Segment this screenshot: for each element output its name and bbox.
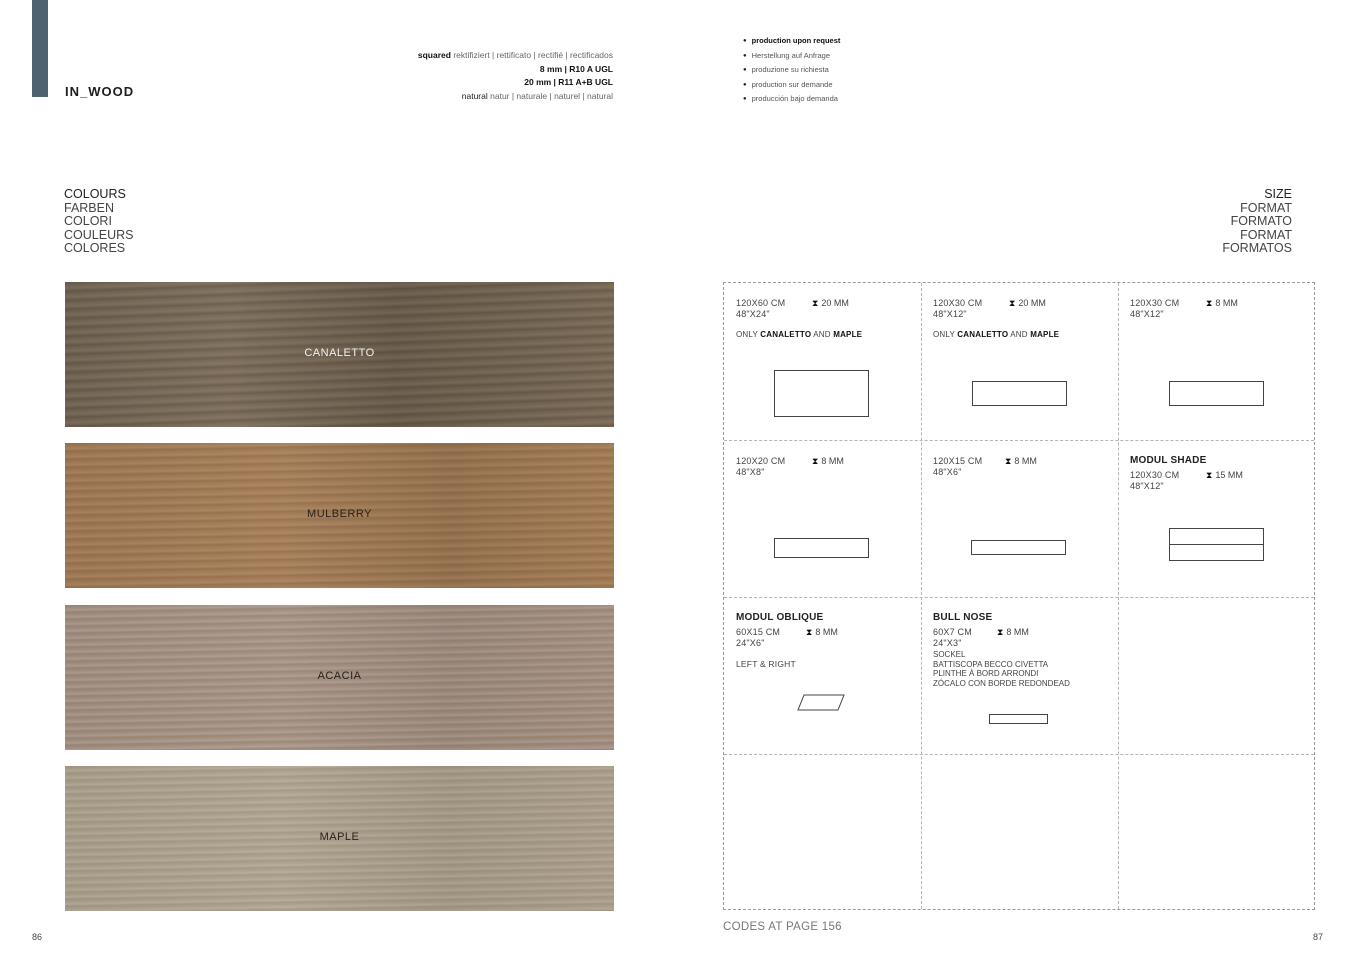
thickness-value: 15 MM	[1215, 470, 1243, 480]
size-cm: 120X20 CM	[736, 456, 786, 466]
availability-note	[736, 330, 862, 339]
bull-nose-name: PLINTHE À BORD ARRONDI	[933, 669, 1039, 679]
production-note-list	[743, 34, 840, 107]
note-text: AND	[1010, 330, 1028, 339]
format-title: MODUL OBLIQUE	[736, 612, 824, 623]
note-text: ONLY	[933, 330, 955, 339]
spec-8mm: 8 mm | R10 A UGL	[539, 63, 613, 74]
accent-bar	[32, 0, 48, 97]
size-cell-120x20	[724, 440, 921, 597]
size-inch: 48"X24"	[736, 309, 770, 319]
tile-shape	[774, 538, 869, 558]
size-inch: 48"X12"	[933, 309, 967, 319]
collection-title: IN_WOOD	[65, 84, 135, 99]
size-cm: 120X30 CM	[933, 298, 983, 308]
thickness	[812, 456, 844, 467]
note-colour: MAPLE	[833, 330, 863, 339]
note-colour: MAPLE	[1030, 330, 1060, 339]
production-note: ● Herstellung auf Anfrage	[743, 49, 840, 64]
swatch-maple	[65, 766, 614, 911]
swatch-label: ACACIA	[317, 670, 362, 682]
thickness	[997, 627, 1029, 638]
spec-natural-translations: natur | naturale | naturel | natural	[490, 90, 613, 101]
hourglass-icon: ⧗	[997, 627, 1004, 637]
hourglass-icon: ⧗	[806, 627, 813, 637]
size-cm: 120X30 CM	[1130, 470, 1180, 480]
size-grid	[723, 282, 1315, 910]
size-cell-modul-shade	[1118, 440, 1315, 597]
tile-shape-top	[1169, 528, 1264, 545]
spec-natural: natural	[461, 90, 488, 101]
hourglass-icon: ⧗	[812, 456, 819, 466]
thickness-value: 8 MM	[815, 627, 838, 637]
production-note: ● production sur demande	[743, 78, 840, 93]
format-title: BULL NOSE	[933, 612, 993, 623]
thickness-value: 8 MM	[1006, 627, 1029, 637]
size-heading-line: FORMATO	[1230, 214, 1292, 229]
thickness	[1206, 470, 1243, 481]
size-heading-line: FORMATOS	[1222, 241, 1292, 256]
swatch-mulberry	[65, 443, 614, 588]
page-number-left: 86	[32, 932, 43, 942]
colours-heading-line: FARBEN	[64, 200, 115, 215]
availability-note	[933, 330, 1059, 339]
tile-shape	[989, 714, 1048, 724]
swatch-label: CANALETTO	[304, 347, 375, 359]
thickness-value: 8 MM	[1014, 456, 1037, 466]
size-inch: 48"X12"	[1130, 309, 1164, 319]
size-inch: 48"X6"	[933, 467, 962, 477]
size-cell-modul-oblique	[724, 597, 921, 754]
swatch-label: MULBERRY	[307, 508, 372, 520]
thickness-value: 8 MM	[821, 456, 844, 466]
size-inch: 48"X12"	[1130, 481, 1164, 491]
hourglass-icon: ⧗	[1005, 456, 1012, 466]
spec-20mm: 20 mm | R11 A+B UGL	[524, 77, 613, 87]
size-heading-line: FORMAT	[1240, 200, 1292, 215]
size-heading	[1222, 188, 1292, 256]
size-heading-line: SIZE	[1264, 187, 1292, 201]
size-cell-120x30-20mm	[921, 283, 1118, 440]
tile-shape-bottom	[1169, 544, 1264, 561]
size-cell-120x15	[921, 440, 1118, 597]
size-cell-bull-nose	[921, 597, 1118, 754]
swatch-canaletto	[65, 282, 614, 427]
thickness	[806, 627, 838, 638]
swatch-acacia	[65, 605, 614, 750]
size-cm: 60X15 CM	[736, 627, 781, 637]
codes-reference: CODES AT PAGE 156	[723, 921, 842, 933]
parallelogram-shape	[796, 694, 846, 714]
colours-heading-line: COULEURS	[64, 227, 134, 242]
size-inch: 24"X6"	[736, 638, 765, 648]
hourglass-icon: ⧗	[1206, 470, 1213, 480]
bull-nose-name: BATTISCOPA BECCO CIVETTA	[933, 659, 1049, 669]
bull-nose-names	[933, 650, 1070, 688]
size-inch: 48"X8"	[736, 467, 765, 477]
grid-divider	[724, 754, 1314, 755]
production-note: ● production upon request	[743, 34, 840, 49]
size-heading-line: FORMAT	[1240, 227, 1292, 242]
colours-heading-line: COLORI	[64, 214, 112, 229]
thickness	[1009, 298, 1046, 309]
spec-squared: squared	[417, 50, 451, 60]
thickness	[812, 298, 849, 309]
thickness-value: 8 MM	[1215, 298, 1238, 308]
hourglass-icon: ⧗	[812, 298, 819, 308]
size-cm: 60X7 CM	[933, 627, 972, 637]
colours-heading-line: COLORES	[64, 241, 126, 256]
note-text: ONLY	[736, 330, 758, 339]
production-note: ● producción bajo demanda	[743, 92, 840, 107]
hourglass-icon: ⧗	[1009, 298, 1016, 308]
swatch-label: MAPLE	[319, 831, 360, 843]
thickness-value: 20 MM	[1018, 298, 1046, 308]
colours-heading	[64, 188, 133, 256]
note-colour: CANALETTO	[760, 330, 812, 339]
size-inch: 24"X3"	[933, 638, 962, 648]
production-note: ● produzione su richiesta	[743, 63, 840, 78]
size-cell-120x60	[724, 283, 921, 440]
oblique-note: LEFT & RIGHT	[736, 659, 796, 669]
thickness	[1206, 298, 1238, 309]
colours-heading-line: COLOURS	[64, 187, 126, 201]
hourglass-icon: ⧗	[1206, 298, 1213, 308]
page-number-right: 87	[1313, 932, 1324, 942]
note-text: AND	[813, 330, 831, 339]
tile-shape	[1169, 381, 1264, 406]
thickness-value: 20 MM	[821, 298, 849, 308]
size-cm: 120X15 CM	[933, 456, 983, 466]
bull-nose-name: SOCKEL	[933, 650, 966, 659]
thickness	[1005, 456, 1037, 467]
technical-specs	[418, 49, 613, 103]
size-cell-120x30-8mm	[1118, 283, 1315, 440]
size-cm: 120X30 CM	[1130, 298, 1180, 308]
note-colour: CANALETTO	[957, 330, 1009, 339]
size-cm: 120X60 CM	[736, 298, 786, 308]
tile-shape	[972, 381, 1067, 406]
format-title: MODUL SHADE	[1130, 455, 1207, 466]
spec-squared-translations: rektifiziert | rettificato | rectifié | rectificados	[453, 50, 613, 60]
bull-nose-name: ZÓCALO CON BORDE REDONDEAD	[933, 678, 1070, 688]
tile-shape	[774, 370, 869, 417]
tile-shape	[971, 540, 1066, 555]
